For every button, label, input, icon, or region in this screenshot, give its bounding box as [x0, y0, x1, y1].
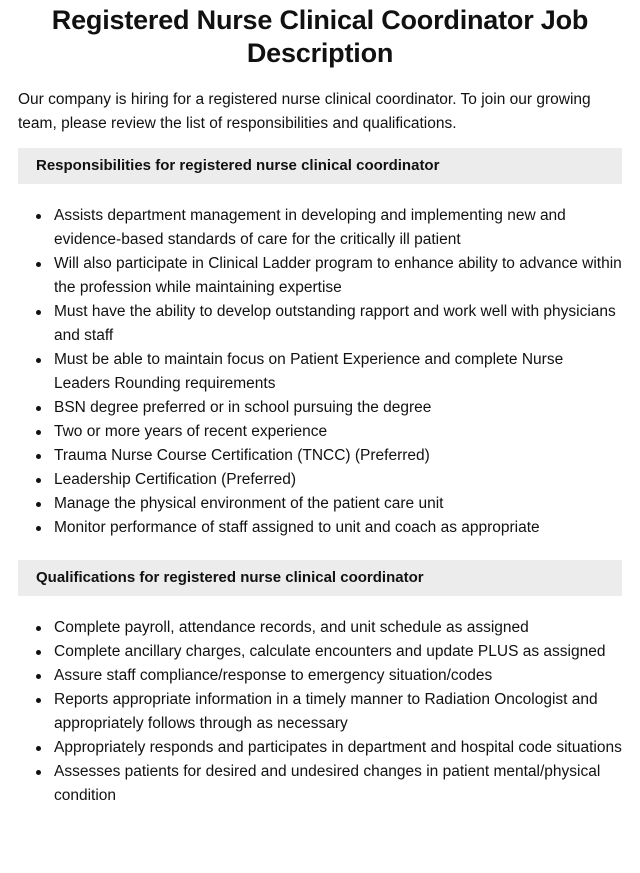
list-item: Must have the ability to develop outstanding rapport and work well with physicians and staff — [18, 300, 622, 348]
list-item: Complete payroll, attendance records, and unit schedule as assigned — [18, 616, 622, 640]
list-item: Assesses patients for desired and undesired changes in patient mental/physical condition — [18, 760, 622, 808]
list-item: Leadership Certification (Preferred) — [18, 468, 622, 492]
list-item: Must be able to maintain focus on Patient Experience and complete Nurse Leaders Rounding requirements — [18, 348, 622, 396]
list-item: BSN degree preferred or in school pursuing the degree — [18, 396, 622, 420]
list-item: Monitor performance of staff assigned to unit and coach as appropriate — [18, 516, 622, 540]
responsibilities-heading: Responsibilities for registered nurse clinical coordinator — [18, 148, 622, 184]
list-item: Trauma Nurse Course Certification (TNCC) (Preferred) — [18, 444, 622, 468]
title-line-2: Description — [246, 38, 394, 68]
list-item: Assists department management in developing and implementing new and evidence-based standards of care for the critically ill patient — [18, 204, 622, 252]
list-item: Reports appropriate information in a timely manner to Radiation Oncologist and appropriately follows through as necessary — [18, 688, 622, 736]
qualifications-heading: Qualifications for registered nurse clinical coordinator — [18, 560, 622, 596]
list-item: Appropriately responds and participates in department and hospital code situations — [18, 736, 622, 760]
title-line-1: Registered Nurse Clinical Coordinator Job — [51, 5, 589, 35]
list-item: Complete ancillary charges, calculate encounters and update PLUS as assigned — [18, 640, 622, 664]
page-title — [18, 0, 622, 70]
list-item: Manage the physical environment of the patient care unit — [18, 492, 622, 516]
list-item: Will also participate in Clinical Ladder program to enhance ability to advance within the profession while maintaining expertise — [18, 252, 622, 300]
list-item: Assure staff compliance/response to emergency situation/codes — [18, 664, 622, 688]
qualifications-list — [18, 616, 622, 808]
list-item: Two or more years of recent experience — [18, 420, 622, 444]
responsibilities-list — [18, 204, 622, 540]
intro-paragraph: Our company is hiring for a registered nurse clinical coordinator. To join our growing team, please review the list of responsibilities and qualifications. — [18, 91, 591, 132]
